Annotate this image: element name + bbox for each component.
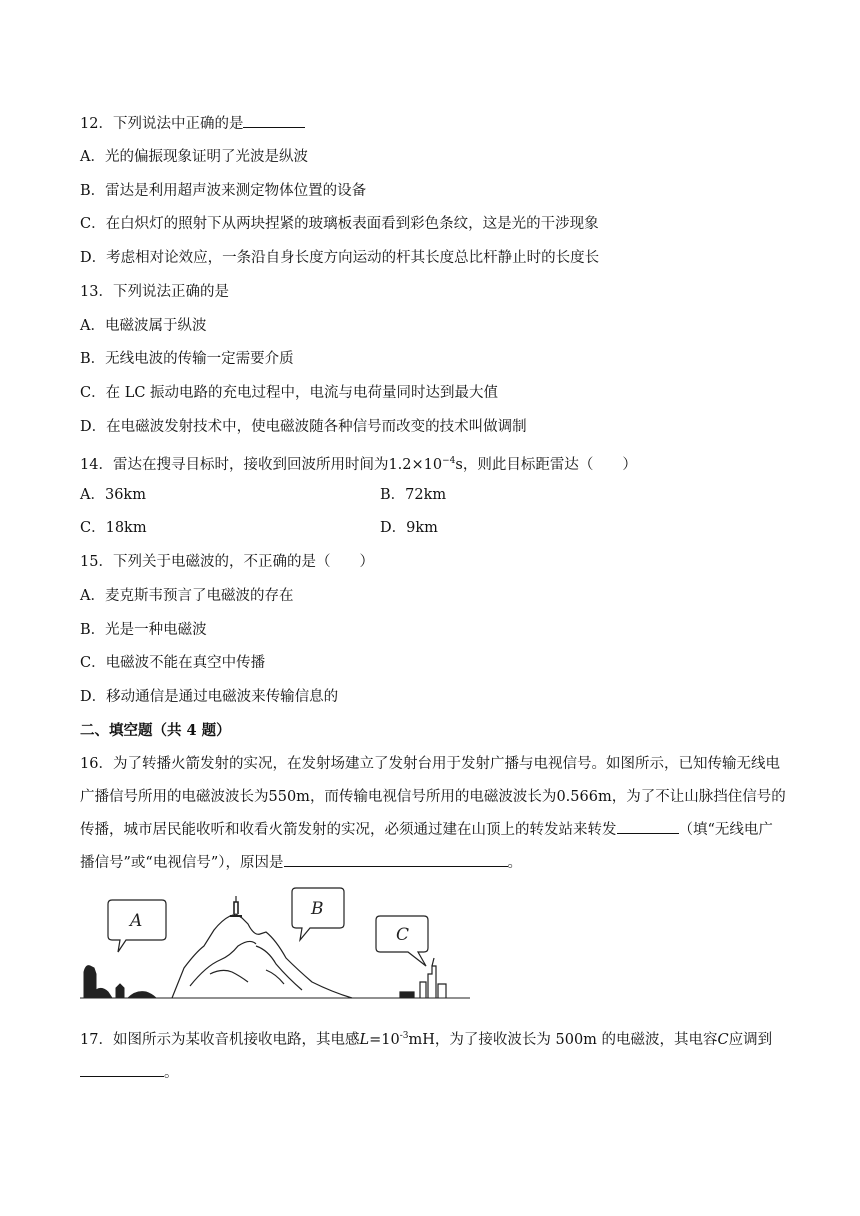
city-house bbox=[400, 992, 414, 998]
q14-stem-pre: 14．雷达在搜寻目标时，接收到回波所用时间为 bbox=[80, 456, 389, 473]
q15-stem: 15．下列关于电磁波的，不正确的是（ ） bbox=[80, 554, 374, 570]
q13-stem: 13．下列说法正确的是 bbox=[80, 284, 229, 300]
q15-option-b: B．光是一种电磁波 bbox=[80, 622, 207, 638]
q13-option-a: A．电磁波属于纵波 bbox=[80, 318, 207, 334]
bubble-b-label: B bbox=[311, 899, 324, 919]
mountain-ridge-4 bbox=[266, 970, 284, 984]
q14-stem bbox=[80, 451, 637, 475]
q13-option-c: C．在 LC 振动电路的充电过程中，电流与电荷量同时达到最大值 bbox=[80, 385, 499, 401]
q16-tv-wavelength: 0.566m bbox=[556, 789, 612, 805]
city-antenna bbox=[432, 958, 434, 966]
q17-text-1: 17．如图所示为某收音机接收电路，其电感 bbox=[80, 1031, 360, 1048]
q17-inductance-value: =10 bbox=[369, 1031, 400, 1048]
q14-option-b: B．72km bbox=[380, 487, 447, 503]
mountain-ridge-2 bbox=[256, 946, 302, 990]
q12-option-a: A．光的偏振现象证明了光波是纵波 bbox=[80, 149, 308, 165]
city-building-1 bbox=[420, 982, 426, 998]
q16-answer-blank-2 bbox=[284, 852, 508, 867]
q14-option-c: C．18km bbox=[80, 520, 147, 536]
city-building-2 bbox=[428, 966, 436, 998]
q16-radio-wavelength: 550m bbox=[268, 789, 310, 805]
q13-option-b: B．无线电波的传输一定需要介质 bbox=[80, 351, 294, 367]
q17-capacitance-symbol: C bbox=[717, 1031, 729, 1048]
q12-option-d: D．考虑相对论效应，一条沿自身长度方向运动的杆其长度总比杆静止时的长度长 bbox=[80, 250, 600, 266]
launch-tower bbox=[84, 966, 96, 998]
q16-text-5: 。 bbox=[507, 855, 522, 871]
mountain-ridge-3 bbox=[210, 970, 248, 982]
q13-option-d: D．在电磁波发射技术中，使电磁波随各种信号而改变的技术叫做调制 bbox=[80, 419, 527, 435]
mountain-ridge-1 bbox=[190, 941, 256, 986]
q14-time-exponent: −4 bbox=[442, 456, 456, 466]
q17-text-3: 应调到 bbox=[728, 1031, 773, 1048]
q17-text-2: mH，为了接收波长为 500m 的电磁波，其电容 bbox=[408, 1031, 718, 1048]
q12-option-b: B．雷达是利用超声波来测定物体位置的设备 bbox=[80, 183, 367, 199]
q16-paragraph bbox=[80, 748, 786, 880]
q16-text-4: （填“无线电广播信号”或“电视信号”），原因是 bbox=[80, 822, 773, 871]
bubble-c-label: C bbox=[396, 925, 410, 945]
city-building-3 bbox=[438, 984, 446, 998]
q12-option-c: C．在白炽灯的照射下从两块捏紧的玻璃板表面看到彩色条纹，这是光的干涉现象 bbox=[80, 216, 599, 232]
q15-option-c: C．电磁波不能在真空中传播 bbox=[80, 655, 266, 671]
q16-text-1: 16．为了转播火箭发射的实况，在发射场建立了发射台用于发射广播与电视信号。如图所示，已知传输无线电广播信号所用的电磁波波长为 bbox=[80, 756, 780, 805]
q14-option-a: A．36km bbox=[80, 487, 146, 503]
section-heading: 二、填空题（共 4 题） bbox=[80, 722, 231, 739]
launch-foliage bbox=[96, 988, 112, 998]
q16-text-2: ，而传输电视信号所用的电磁波波长为 bbox=[309, 789, 557, 805]
mountain-main bbox=[172, 914, 352, 998]
q17-answer-blank bbox=[80, 1062, 164, 1077]
q15-option-d: D．移动通信是通过电磁波来传输信息的 bbox=[80, 689, 339, 705]
q17-text-4: 。 bbox=[164, 1064, 179, 1081]
relay-tower bbox=[234, 902, 238, 914]
q17-inductance-symbol: L bbox=[359, 1031, 370, 1048]
q17-inductance-exponent: -3 bbox=[399, 1031, 409, 1041]
q14-stem-post: ，则此目标距雷达（ ） bbox=[462, 456, 637, 473]
q16-answer-blank-1 bbox=[617, 819, 679, 834]
mountain-transmission-figure bbox=[80, 886, 470, 1004]
q14-option-d: D．9km bbox=[380, 520, 438, 536]
q12-answer-blank bbox=[243, 113, 305, 128]
q14-time-value bbox=[388, 457, 462, 473]
bubble-a-label: A bbox=[130, 911, 143, 931]
q15-option-a: A．麦克斯韦预言了电磁波的存在 bbox=[80, 588, 294, 604]
launch-dish bbox=[128, 992, 156, 998]
q12-stem-text: 12．下列说法中正确的是 bbox=[80, 116, 244, 132]
q14-time-mantissa: 1.2×10 bbox=[388, 456, 443, 473]
q14-time-unit: s bbox=[455, 456, 463, 473]
q17-paragraph bbox=[80, 1020, 786, 1090]
q16-text-3: ，为了不让山脉挡住信号的传播，城市居民能收听和收看火箭发射的实况，必须通过建在山顶上的转发站来转发 bbox=[80, 789, 786, 838]
launch-building bbox=[116, 984, 124, 998]
q12-stem bbox=[80, 113, 305, 134]
